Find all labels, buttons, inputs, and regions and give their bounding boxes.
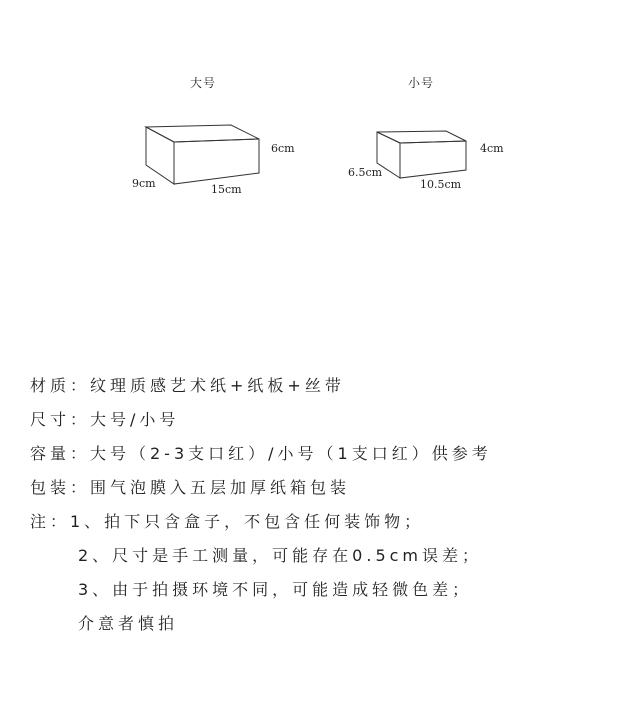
spec-capacity: 容量：大号（2-3支口红）/小号（1支口红）供参考	[30, 444, 492, 463]
large-box-side	[146, 127, 174, 184]
large-box-width-label: 15cm	[211, 183, 242, 196]
small-box-front	[400, 141, 466, 178]
large-box-depth-label: 9cm	[132, 177, 156, 190]
spec-size: 尺寸：大号/小号	[30, 410, 180, 429]
large-box-drawing	[146, 125, 259, 184]
spec-note-1: 注：1、拍下只含盒子，不包含任何装饰物；	[30, 512, 425, 531]
large-box-front	[174, 139, 259, 184]
small-box-drawing	[377, 131, 466, 178]
spec-material: 材质：纹理质感艺术纸+纸板+丝带	[30, 376, 345, 395]
small-box-depth-label: 6.5cm	[348, 166, 383, 179]
spec-note-2: 2、尺寸是手工测量，可能存在0.5cm误差；	[78, 546, 483, 565]
small-box-width-label: 10.5cm	[420, 178, 462, 191]
spec-note-4: 介意者慎拍	[78, 614, 179, 633]
spec-packaging: 包装：围气泡膜入五层加厚纸箱包装	[30, 478, 351, 497]
small-box-height-label: 4cm	[480, 142, 504, 155]
large-box-height-label: 6cm	[271, 142, 295, 155]
spec-note-3: 3、由于拍摄环境不同，可能造成轻微色差；	[78, 580, 473, 599]
small-box-title: 小号	[408, 76, 435, 90]
large-box-title: 大号	[190, 76, 217, 90]
